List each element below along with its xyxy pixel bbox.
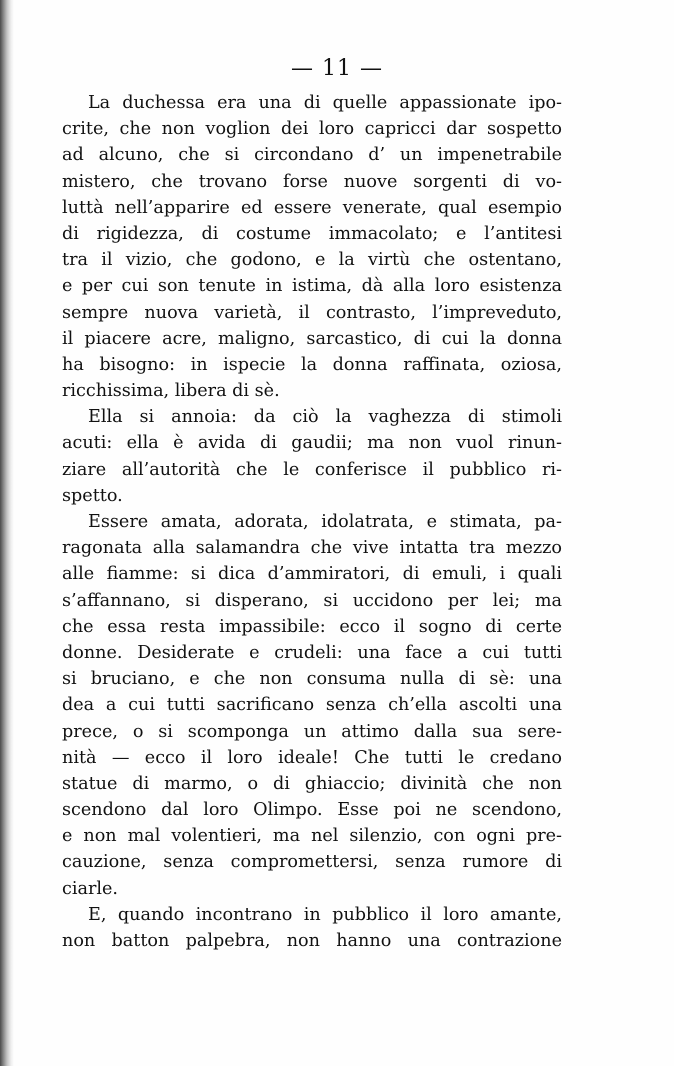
- text-line: spetto.: [62, 485, 123, 506]
- text-line: ha bisogno: in ispecie la donna raffinata, oziosa,: [62, 354, 562, 375]
- text-line: mistero, che trovano forse nuove sorgenti di vo-: [62, 171, 562, 192]
- page-number: — 11 —: [291, 56, 383, 81]
- text-line: acuti: ella è avida di gaudii; ma non vuol rinun-: [62, 433, 562, 454]
- text-line: s’affannano, si disperano, si uccidono per lei; ma: [62, 590, 562, 611]
- text-line: luttà nell’apparire ed essere venerate, qual esempio: [62, 197, 562, 218]
- text-line: e per cui son tenute in istima, dà alla loro esistenza: [62, 276, 562, 297]
- text-line: Essere amata, adorata, idolatrata, e stimata, pa-: [88, 512, 562, 532]
- text-line: ricchissima, libera di sè.: [62, 381, 280, 402]
- text-line: ciarle.: [62, 878, 119, 899]
- text-line: donne. Desiderate e crudeli: una face a cui tutti: [62, 642, 562, 663]
- text-line: ad alcuno, che si circondano d’ un impenetrabile: [62, 145, 562, 166]
- text-line: nità — ecco il loro ideale! Che tutti le credano: [62, 747, 562, 768]
- text-line: La duchessa era una di quelle appassionate ipo-: [88, 93, 562, 113]
- text-line: e non mal volentieri, ma nel silenzio, con ogni pre-: [62, 826, 562, 847]
- text-line: statue di marmo, o di ghiaccio; divinità che non: [62, 773, 562, 794]
- text-line: crite, che non voglion dei loro capricci dar sospetto: [62, 119, 562, 140]
- text-line: non batton palpebra, non hanno una contrazione: [62, 931, 562, 951]
- text-line: che essa resta impassibile: ecco il sogno di certe: [62, 616, 562, 637]
- text-line: ragonata alla salamandra che vive intatta tra mezzo: [62, 538, 562, 559]
- text-line: ziare all’autorità che le conferisce il pubblico ri-: [62, 459, 562, 480]
- text-line: Ella si annoia: da ciò la vaghezza di stimoli: [88, 407, 562, 428]
- text-line: il piacere acre, maligno, sarcastico, di cui la donna: [62, 328, 562, 349]
- text-line: alle fiamme: si dica d’ammiratori, di emuli, i quali: [62, 564, 562, 585]
- text-line: scendono dal loro Olimpo. Esse poi ne scendono,: [62, 800, 562, 821]
- text-line: dea a cui tutti sacrificano senza ch’ella ascolti una: [62, 695, 562, 716]
- text-line: di rigidezza, di costume immacolato; e l’antitesi: [62, 223, 562, 244]
- text-line: E, quando incontrano in pubblico il loro amante,: [88, 904, 562, 925]
- text-line: cauzione, senza compromettersi, senza rumore di: [62, 852, 562, 873]
- body-text: [62, 90, 562, 954]
- text-line: si bruciano, e che non consuma nulla di sè: una: [62, 669, 562, 690]
- text-line: sempre nuova varietà, il contrasto, l’impreveduto,: [62, 302, 562, 323]
- text-line: prece, o si scomponga un attimo dalla sua sere-: [62, 721, 562, 742]
- page-binding-shadow: [0, 0, 14, 1066]
- text-line: tra il vizio, che godono, e la virtù che ostentano,: [62, 250, 562, 271]
